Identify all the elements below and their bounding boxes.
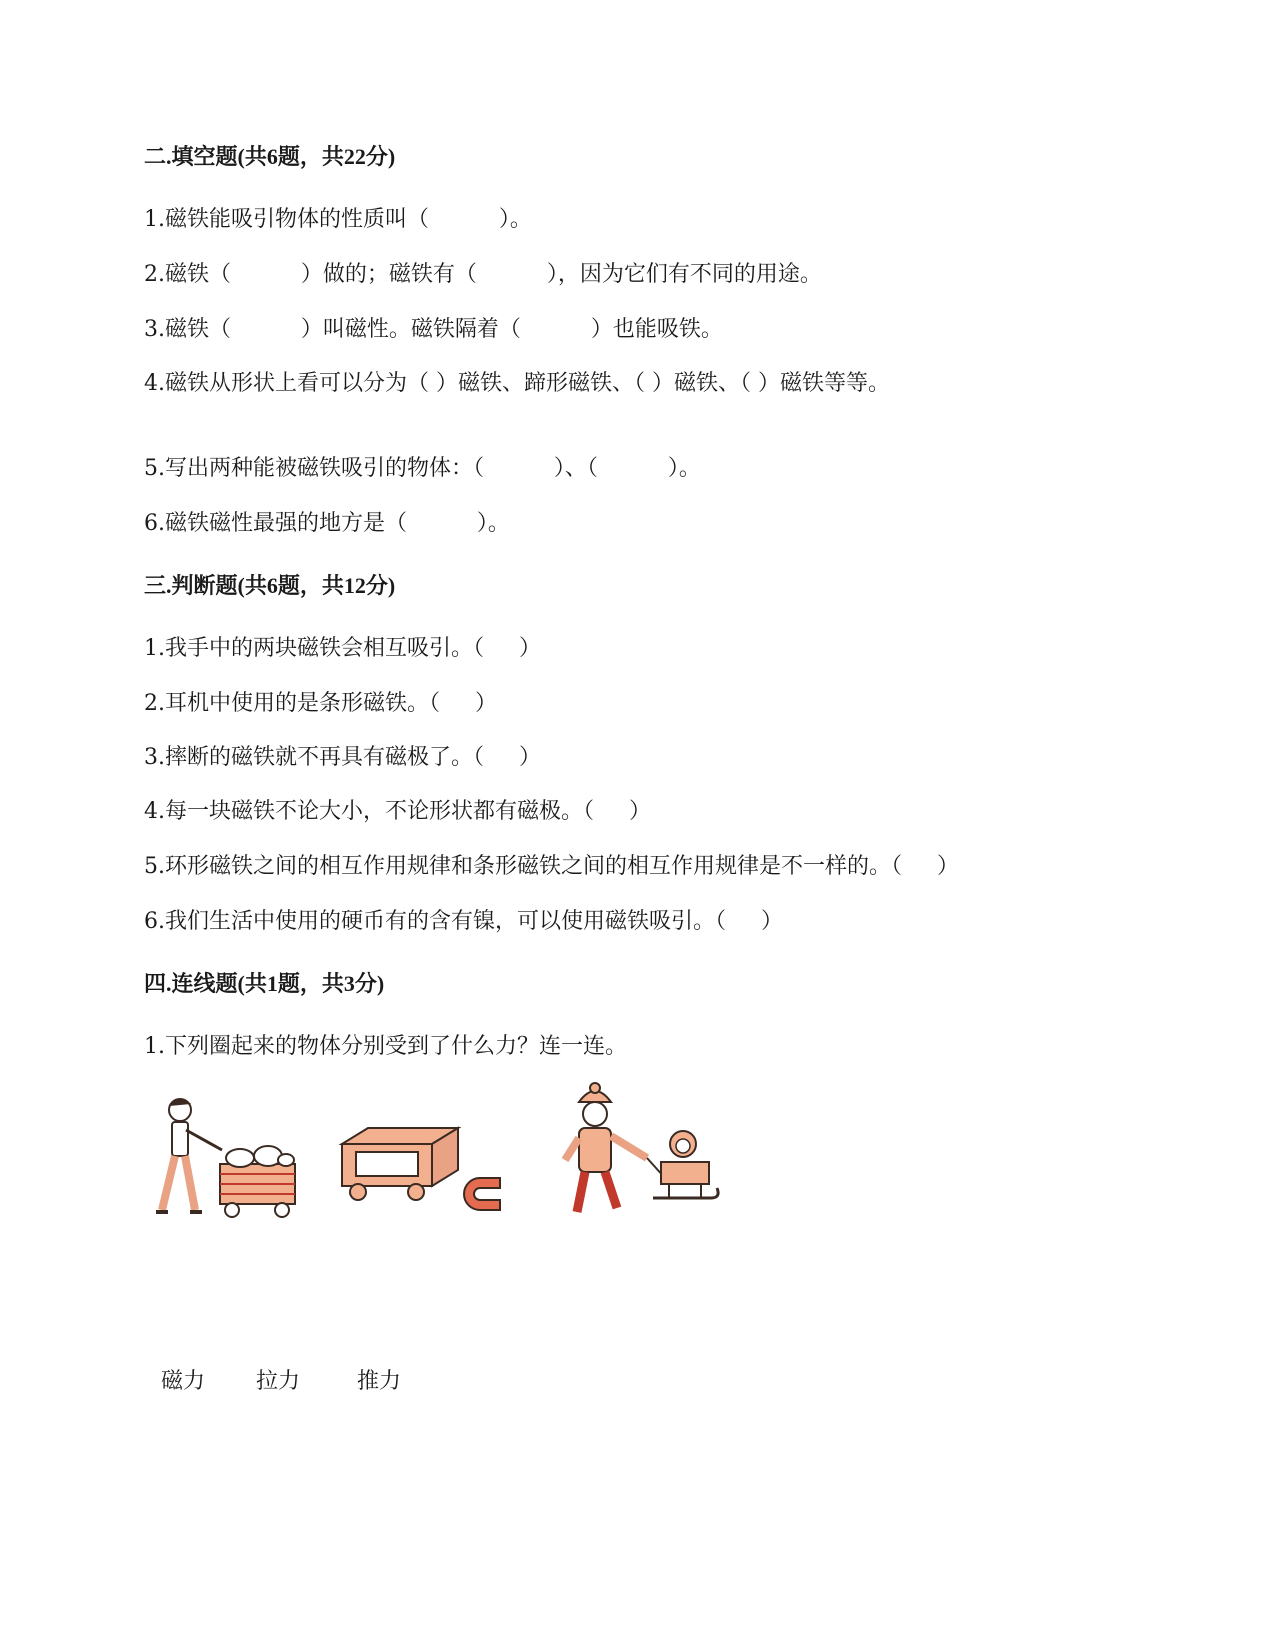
toy-cart-and-magnet-illustration xyxy=(330,1082,520,1232)
child-pushing-cart-illustration xyxy=(140,1082,310,1232)
option-magnetic-force: 磁力 xyxy=(161,1369,206,1394)
question-3-6: 6.我们生活中使用的硬币有的含有镍，可以使用磁铁吸引。（ ） xyxy=(144,909,783,934)
option-pushing-force: 推力 xyxy=(357,1369,402,1394)
child-pulling-sled-illustration xyxy=(555,1082,730,1232)
section-heading-true-false: 三.判断题(共6题，共12分) xyxy=(144,573,396,598)
question-3-5: 5.环形磁铁之间的相互作用规律和条形磁铁之间的相互作用规律是不一样的。（ ） xyxy=(144,854,959,879)
question-3-3: 3.摔断的磁铁就不再具有磁极了。（ ） xyxy=(144,745,541,770)
question-3-2: 2.耳机中使用的是条形磁铁。（ ） xyxy=(144,691,497,716)
question-2-1: 1.磁铁能吸引物体的性质叫（ ）。 xyxy=(144,207,532,232)
question-2-6: 6.磁铁磁性最强的地方是（ ）。 xyxy=(144,511,510,536)
question-3-1: 1.我手中的两块磁铁会相互吸引。（ ） xyxy=(144,636,541,661)
question-4-1: 1.下列圈起来的物体分别受到了什么力？连一连。 xyxy=(144,1034,627,1059)
question-2-2: 2.磁铁（ ）做的；磁铁有（ ），因为它们有不同的用途。 xyxy=(144,262,822,287)
question-2-5: 5.写出两种能被磁铁吸引的物体：（ ）、（ ）。 xyxy=(144,456,701,481)
section-heading-matching: 四.连线题(共1题，共3分) xyxy=(144,971,385,996)
question-2-3: 3.磁铁（ ）叫磁性。磁铁隔着（ ）也能吸铁。 xyxy=(144,317,723,342)
question-2-4: 4.磁铁从形状上看可以分为（ ）磁铁、蹄形磁铁、（ ）磁铁、（ ）磁铁等等。 xyxy=(144,371,890,396)
option-pulling-force: 拉力 xyxy=(256,1369,301,1394)
section-heading-fill-in: 二.填空题(共6题，共22分) xyxy=(144,144,396,169)
question-3-4: 4.每一块磁铁不论大小，不论形状都有磁极。（ ） xyxy=(144,799,651,824)
